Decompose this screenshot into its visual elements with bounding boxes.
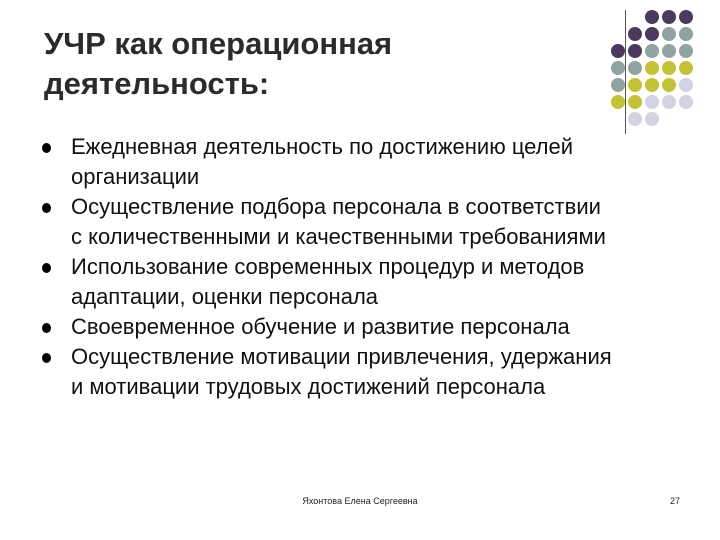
bullet-item xyxy=(42,342,714,402)
decor-dot xyxy=(645,95,659,109)
bullet-text-line: Своевременное обучение и развитие персонала xyxy=(71,314,570,339)
decor-dot xyxy=(611,44,625,58)
decor-dot xyxy=(628,61,642,75)
decor-dot xyxy=(628,27,642,41)
bullet-item xyxy=(42,132,714,192)
bullet-text-line: с количественными и качественными требованиями xyxy=(71,224,606,249)
decor-dot xyxy=(662,95,676,109)
bullet-text-line: адаптации, оценки персонала xyxy=(71,284,379,309)
divider-line xyxy=(625,10,626,134)
decor-dot xyxy=(611,78,625,92)
decor-dot xyxy=(645,10,659,24)
footer-author: Яхонтова Елена Сергеевна xyxy=(302,496,418,506)
bullet-text-line: и мотивации трудовых достижений персонала xyxy=(71,374,546,399)
page-number: 27 xyxy=(669,496,680,506)
decor-dot xyxy=(645,112,659,126)
decor-dot xyxy=(662,44,676,58)
decor-dot xyxy=(662,10,676,24)
decor-dot xyxy=(628,44,642,58)
bullet-item xyxy=(42,312,714,342)
decor-dot xyxy=(645,44,659,58)
decor-dot xyxy=(679,44,693,58)
bullet-dot-icon xyxy=(42,203,51,213)
bullet-list xyxy=(42,132,714,402)
decor-dot xyxy=(628,78,642,92)
title-line-2: деятельность: xyxy=(44,66,270,101)
bullet-text-line: Осуществление подбора персонала в соответствии xyxy=(71,194,601,219)
decorative-dot-grid xyxy=(0,0,720,140)
bullet-dot-icon xyxy=(42,143,51,153)
decor-dot xyxy=(628,112,642,126)
decor-dot xyxy=(645,27,659,41)
bullet-item xyxy=(42,192,714,252)
decor-dot xyxy=(679,95,693,109)
decor-dot xyxy=(628,95,642,109)
bullet-dot-icon xyxy=(42,263,51,273)
bullet-text-line: Осуществление мотивации привлечения, удержания xyxy=(71,344,612,369)
title-line-1: УЧР как операционная xyxy=(44,26,393,61)
bullet-text-line: Ежедневная деятельность по достижению целей xyxy=(71,134,574,159)
decor-dot xyxy=(645,78,659,92)
bullet-text-line: организации xyxy=(71,164,200,189)
decor-dot xyxy=(662,27,676,41)
bullet-dot-icon xyxy=(42,353,51,363)
bullet-dot-icon xyxy=(42,323,51,333)
decor-dot xyxy=(679,27,693,41)
bullet-item xyxy=(42,252,714,312)
decor-dot xyxy=(679,61,693,75)
decor-dot xyxy=(679,10,693,24)
decor-dot xyxy=(611,95,625,109)
decor-dot xyxy=(679,78,693,92)
decor-dot xyxy=(611,61,625,75)
decor-dot xyxy=(662,78,676,92)
decor-dot xyxy=(645,61,659,75)
decor-dot xyxy=(662,61,676,75)
bullet-text-line: Использование современных процедур и методов xyxy=(71,254,585,279)
